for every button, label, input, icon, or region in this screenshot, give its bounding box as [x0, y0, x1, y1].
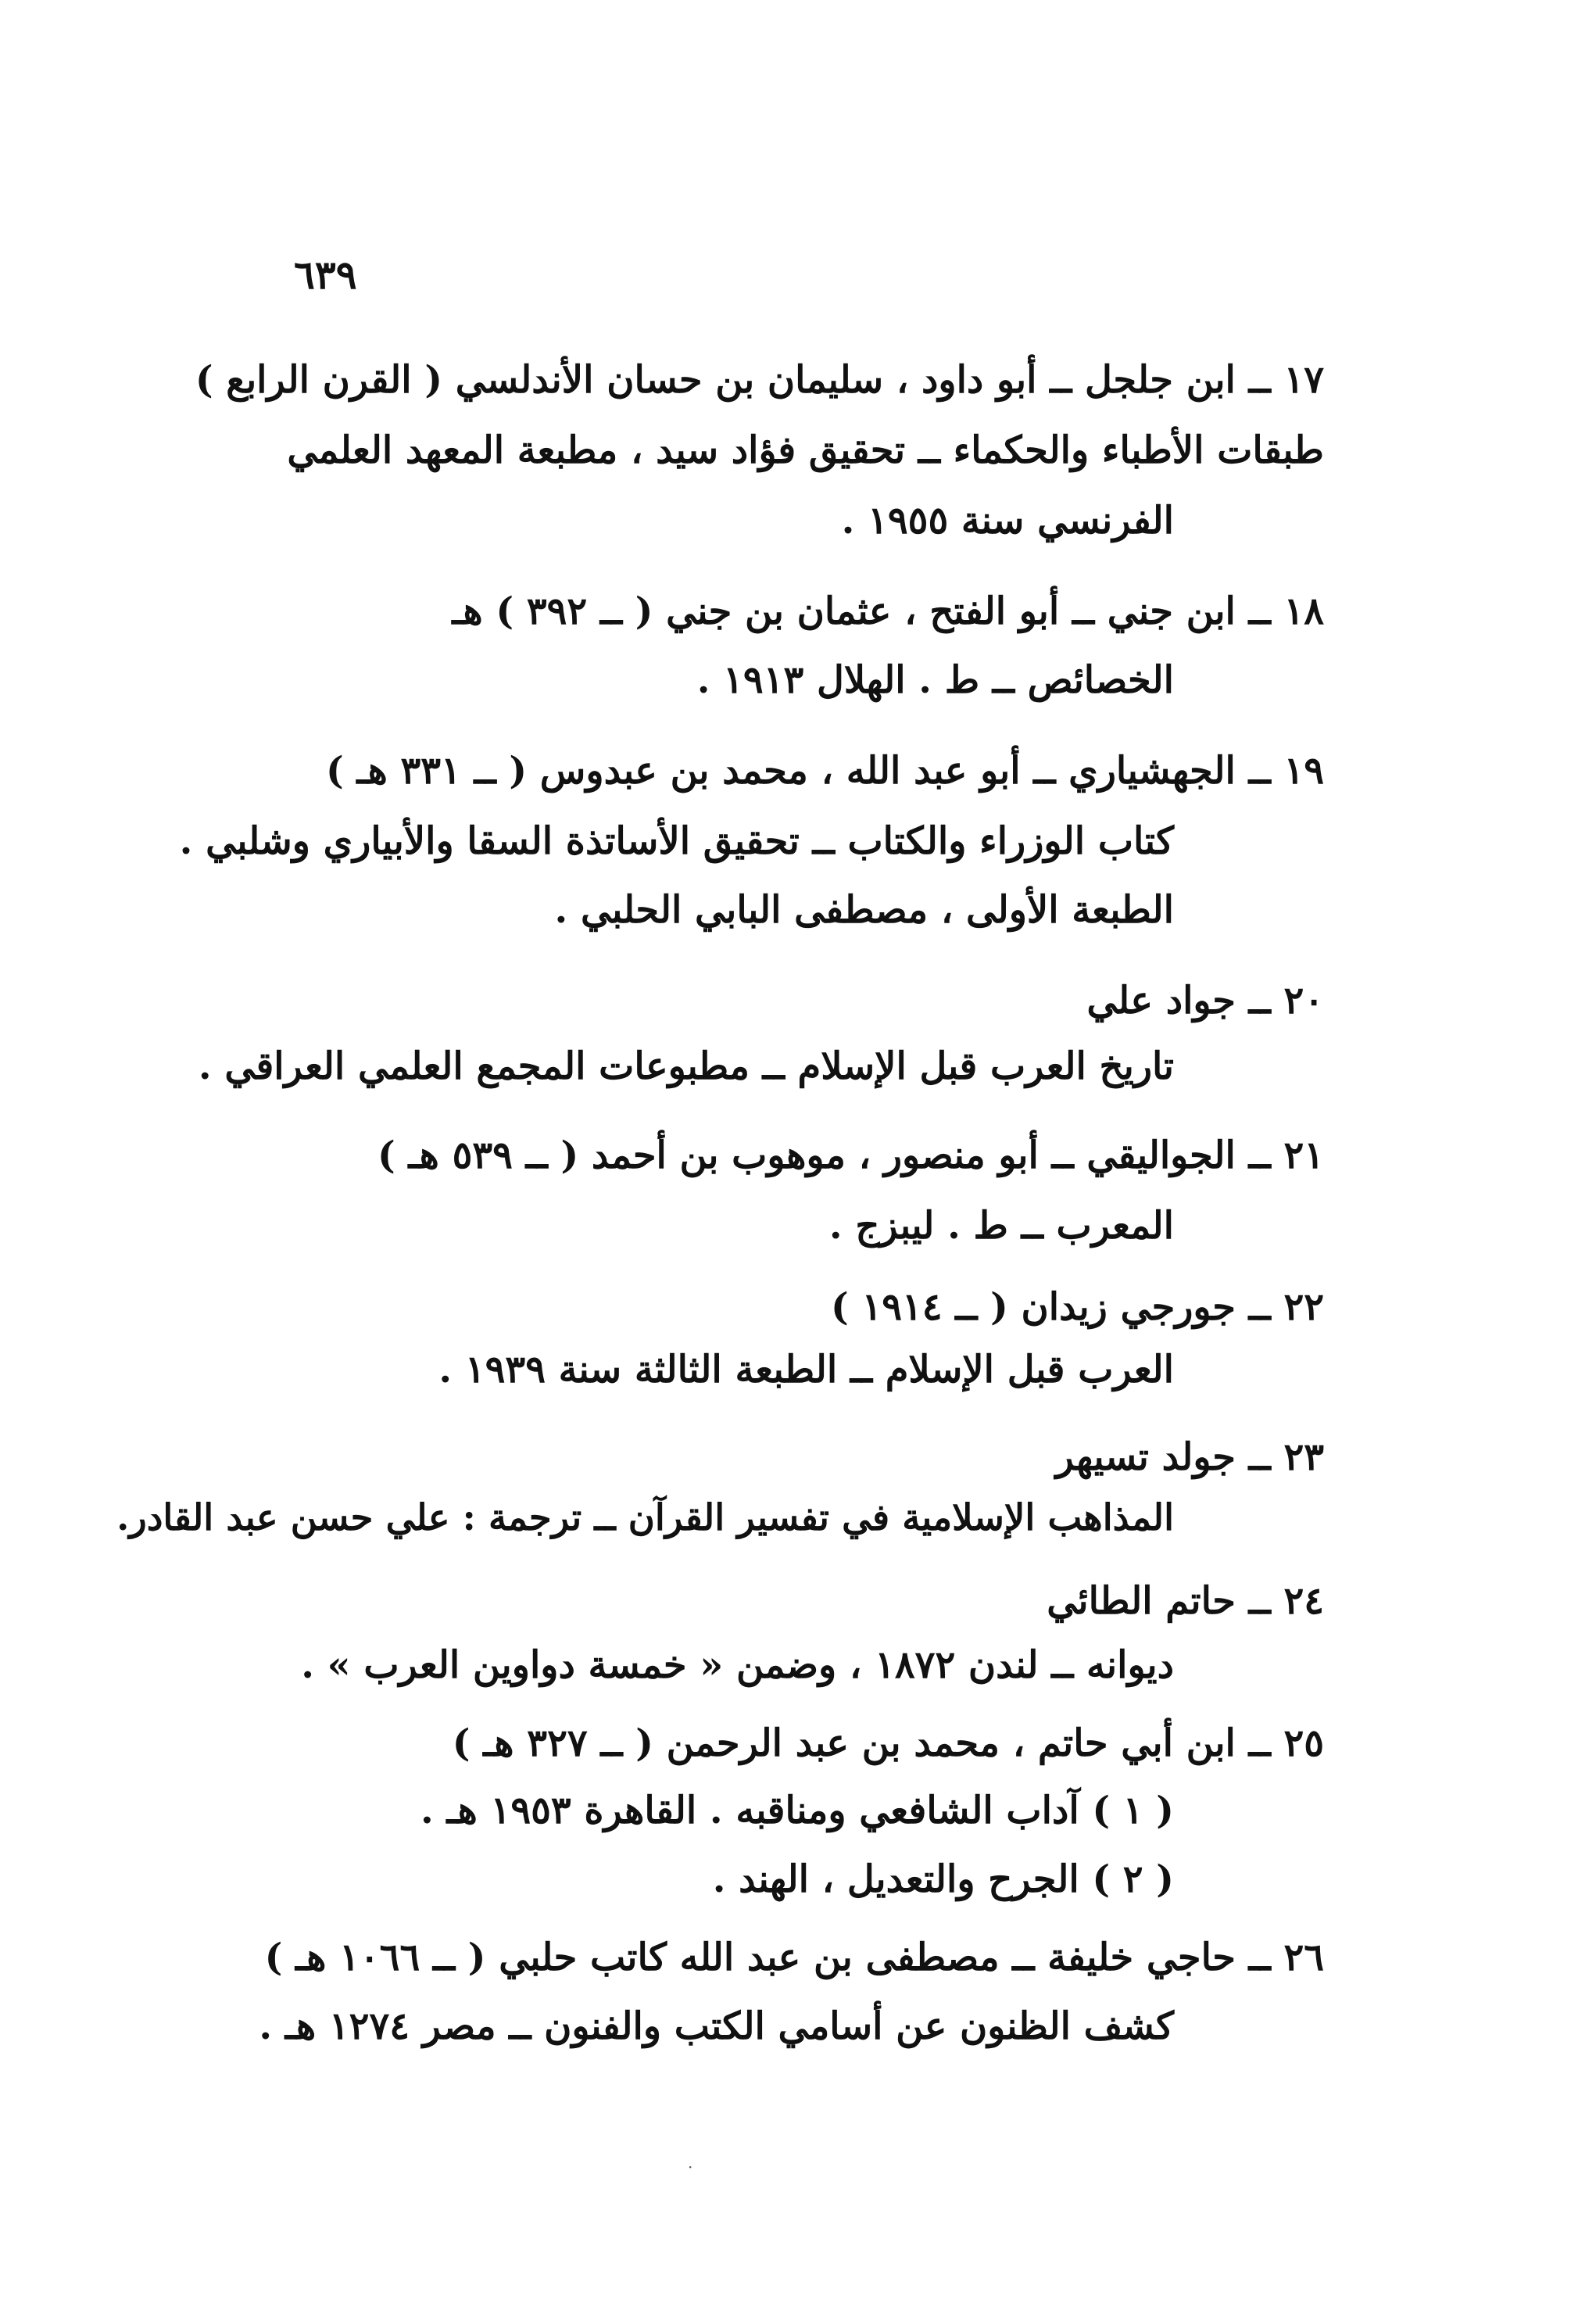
entry-24-title-line: ديوانه ــ لندن ١٨٧٢ ، وضمن « خمسة دواوين العرب » . [301, 1643, 1174, 1687]
entry-21-title-line: المعرب ــ ط . ليبزج . [828, 1204, 1174, 1248]
entry-25-work-2: ( ٢ ) الجرح والتعديل ، الهند . [712, 1857, 1174, 1901]
entry-21-heading: ٢١ ــ الجواليقي ــ أبو منصور ، موهوب بن أحمد ( ــ ٥٣٩ هـ ) [378, 1134, 1324, 1177]
entry-23-title-line: المذاهب الإسلامية في تفسير القرآن ــ ترجمة : علي حسن عبد القادر. [116, 1495, 1174, 1538]
entry-19-title-line-2: الطبعة الأولى ، مصطفى البابي الحلبي . [554, 888, 1174, 932]
entry-19-title-line: كتاب الوزراء والكتاب ــ تحقيق الأساتذة السقا والأبياري وشلبي . [179, 819, 1174, 863]
entry-23-heading: ٢٣ ــ جولد تسيهر [1055, 1435, 1324, 1479]
entry-20-title-line: تاريخ العرب قبل الإسلام ــ مطبوعات المجمع العلمي العراقي . [198, 1044, 1174, 1088]
page-number: ٦٣٩ [294, 252, 357, 298]
entry-26-heading: ٢٦ ــ حاجي خليفة ــ مصطفى بن عبد الله كاتب حلبي ( ــ ١٠٦٦ هـ ) [264, 1936, 1324, 1979]
entry-17-heading: ١٧ ــ ابن جلجل ــ أبو داود ، سليمان بن حسان الأندلسي ( القرن الرابع ) [195, 358, 1324, 402]
entry-20-heading: ٢٠ ــ جواد علي [1086, 979, 1324, 1023]
entry-17-title-line-2: الفرنسي سنة ١٩٥٥ . [841, 499, 1174, 543]
footer-mark: · [688, 2158, 693, 2176]
entry-18-title-line: الخصائص ــ ط . الهلال ١٩١٣ . [696, 658, 1174, 702]
entry-18-heading: ١٨ ــ ابن جني ــ أبو الفتح ، عثمان بن جني ( ــ ٣٩٢ ) هـ [452, 589, 1324, 633]
entry-25-heading: ٢٥ ــ ابن أبي حاتم ، محمد بن عبد الرحمن ( ــ ٣٢٧ هـ ) [452, 1721, 1324, 1765]
entry-17-title-line: طبقات الأطباء والحكماء ــ تحقيق فؤاد سيد ، مطبعة المعهد العلمي [287, 428, 1324, 472]
entry-24-heading: ٢٤ ــ حاتم الطائي [1047, 1579, 1324, 1623]
entry-22-heading: ٢٢ ــ جورجي زيدان ( ــ ١٩١٤ ) [831, 1285, 1324, 1329]
entry-25-work-1: ( ١ ) آداب الشافعي ومناقبه . القاهرة ١٩٥٣ هـ . [420, 1789, 1174, 1832]
entry-22-title-line: العرب قبل الإسلام ــ الطبعة الثالثة سنة ١٩٣٩ . [438, 1348, 1174, 1391]
entry-26-title-line: كشف الظنون عن أسامي الكتب والفنون ــ مصر ١٢٧٤ هـ . [259, 2004, 1174, 2048]
entry-19-heading: ١٩ ــ الجهشياري ــ أبو عبد الله ، محمد بن عبدوس ( ــ ٣٣١ هـ ) [325, 749, 1324, 793]
